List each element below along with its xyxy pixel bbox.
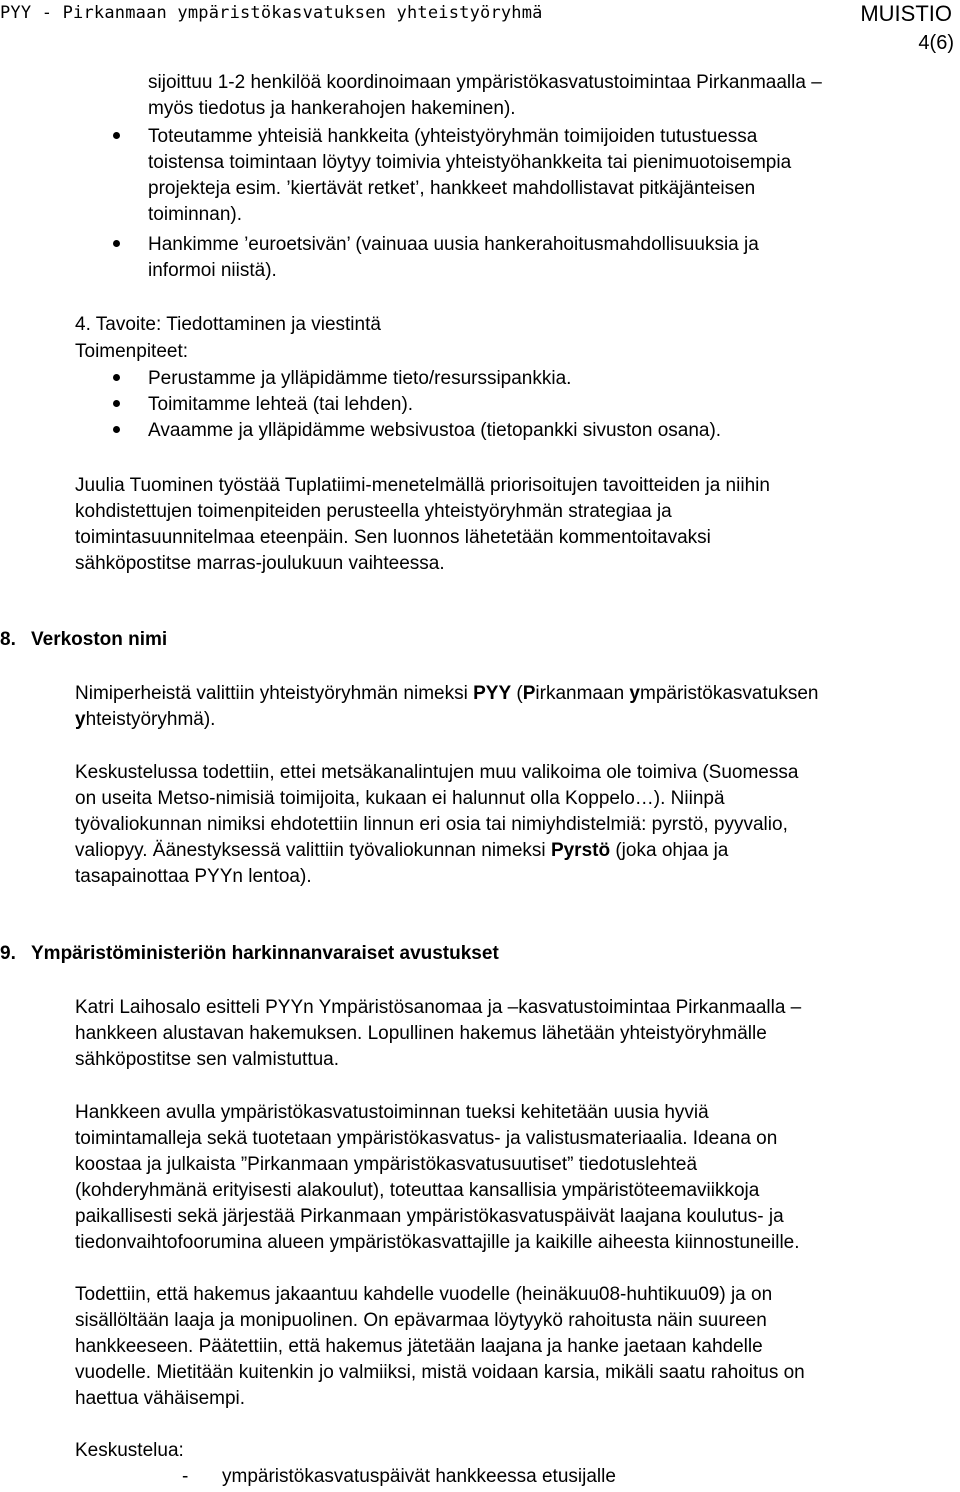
text-line: hankkeen alustavan hakemuksen. Lopullinen hakemus lähetään yhteistyöryhmälle — [75, 1023, 767, 1044]
text-line: toistensa toimintaan löytyy toimivia yhteistyöhankkeita tai pienimuotoisempia — [148, 152, 792, 173]
text-line: Katri Laihosalo esitteli PYYn Ympäristösanomaa ja –kasvatustoimintaa Pirkanmaalla – — [75, 997, 802, 1018]
text-line: sijoittuu 1-2 henkilöä koordinoimaan ympäristökasvatustoimintaa Pirkanmaalla – — [148, 72, 822, 93]
text-line: myös tiedotus ja hankerahojen hakeminen). — [148, 98, 516, 119]
text-line: sähköpostitse marras-joulukuun vaihteessa. — [75, 553, 445, 574]
text-line: on useita Metso-nimisiä toimijoita, kukaan ei halunnut olla Koppelo…). Niinpä — [75, 788, 725, 809]
text-line: tasapainottaa PYYn lentoa). — [75, 866, 312, 887]
text-line: Hankkeen avulla ympäristökasvatustoiminnan tueksi kehitetään uusia hyviä — [75, 1102, 709, 1123]
text-line: vuodelle. Mietitään kuitenkin jo valmiiksi, mistä voidaan karsia, mikäli saatu rahoitus on — [75, 1362, 805, 1383]
list-item: Avaamme ja ylläpidämme websivustoa (tietopankki sivuston osana). — [148, 420, 722, 441]
text-line: sisällöltään laaja ja monipuolinen. On epävarmaa löytyykö rahoitusta näin suureen — [75, 1310, 767, 1331]
bullet-icon — [113, 426, 120, 433]
text-line: projekteja esim. ’kiertävät retket’, hankkeet mahdollistavat pitkäjänteisen — [148, 178, 756, 199]
goal4-heading: 4. Tavoite: Tiedottaminen ja viestintä — [75, 314, 381, 335]
list-item: Hankimme ’euroetsivän’ (vainuaa uusia hankerahoitusmahdollisuuksia ja — [148, 234, 759, 255]
text-line: valiopyy. Äänestyksessä valittiin työvaliokunnan nimeksi Pyrstö (joka ohjaa ja — [75, 840, 729, 861]
text-line: Juulia Tuominen työstää Tuplatiimi-menetelmällä priorisoitujen tavoitteiden ja niihin — [75, 475, 770, 496]
text-line: työvaliokunnan nimiksi ehdotettiin linnun eri osia tai nimiyhdistelmiä: pyrstö, pyyvalio, — [75, 814, 788, 835]
section-title: Verkoston nimi — [31, 629, 168, 650]
section-title: Ympäristöministeriön harkinnanvaraiset avustukset — [31, 943, 499, 964]
text-line: koostaa ja julkaista ”Pirkanmaan ympäristökasvatusuutiset” tiedotuslehteä — [75, 1154, 698, 1175]
bullet-icon — [113, 400, 120, 407]
section-number: 9. — [0, 943, 16, 964]
list-item: Perustamme ja ylläpidämme tieto/resurssipankkia. — [148, 368, 572, 389]
text-line: toiminnan). — [148, 204, 242, 225]
list-dash: - — [182, 1466, 189, 1487]
text-line: haettua vähäisempi. — [75, 1388, 246, 1409]
text-line: toimintasuunnitelmaa eteenpäin. Sen luonnos lähetetään kommentoitavaksi — [75, 527, 711, 548]
text-line: yhteistyöryhmä). — [75, 709, 216, 730]
text-line: informoi niistä). — [148, 260, 277, 281]
list-item: Toimitamme lehteä (tai lehden). — [148, 394, 414, 415]
list-item: Toteutamme yhteisiä hankkeita (yhteistyöryhmän toimijoiden tutustuessa — [148, 126, 758, 147]
text-line: sähköpostitse sen valmistuttua. — [75, 1049, 340, 1070]
text-line: tiedonvaihtofoorumina alueen ympäristökasvattajille ja kaikille aiheesta kiinnostuneille. — [75, 1232, 800, 1253]
text-line: Keskustelussa todettiin, ettei metsäkanalintujen muu valikoima ole toimiva (Suomessa — [75, 762, 799, 783]
bullet-icon — [113, 374, 120, 381]
page-number: 4(6) — [918, 32, 954, 54]
text-line: (kohderyhmänä erityisesti alakoulut), toteuttaa kansallisia ympäristöteemaviikkoja — [75, 1180, 760, 1201]
header-title: PYY - Pirkanmaan ympäristökasvatuksen yhteistyöryhmä — [0, 3, 543, 23]
list-item: ympäristökasvatuspäivät hankkeessa etusijalle — [222, 1466, 616, 1487]
text-line: Todettiin, että hakemus jakaantuu kahdelle vuodelle (heinäkuu08-huhtikuu09) ja on — [75, 1284, 773, 1305]
header-doc-type: MUISTIO — [860, 1, 952, 26]
section-number: 8. — [0, 629, 16, 650]
actions-label: Toimenpiteet: — [75, 341, 189, 362]
discussion-label: Keskustelua: — [75, 1440, 184, 1461]
bullet-icon — [113, 132, 120, 139]
text-line: paikallisesti sekä järjestää Pirkanmaan ympäristökasvatuspäivät laajana koulutus- ja — [75, 1206, 784, 1227]
text-line: toimintamalleja sekä tuotetaan ympäristökasvatus- ja valistusmateriaalia. Ideana on — [75, 1128, 778, 1149]
text-line: hankkeeseen. Päätettiin, että hakemus jätetään laajana ja hanke jaetaan kahdelle — [75, 1336, 763, 1357]
text-line: kohdistettujen toimenpiteiden perusteella yhteistyöryhmän strategiaa ja — [75, 501, 672, 522]
bullet-icon — [113, 240, 120, 247]
text-line: Nimiperheistä valittiin yhteistyöryhmän nimeksi PYY (Pirkanmaan ympäristökasvatuksen — [75, 683, 819, 704]
